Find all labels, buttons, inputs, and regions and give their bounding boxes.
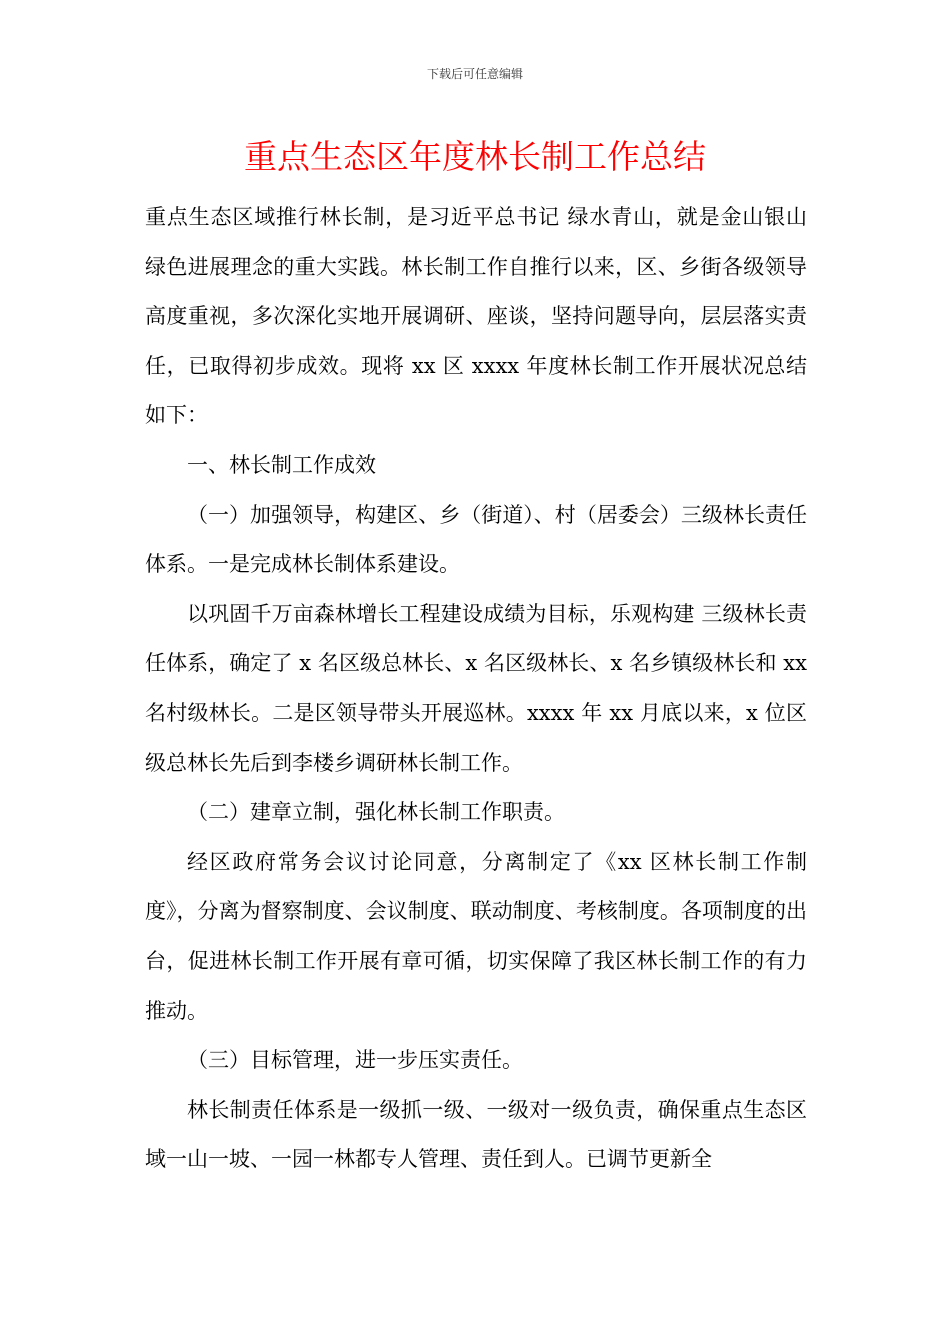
document-title: 重点生态区年度林长制工作总结	[244, 137, 706, 176]
subsection-heading-2: （二）建章立制，强化林长制工作职责。	[187, 800, 565, 825]
header-note: 下载后可任意编辑	[426, 67, 523, 81]
section-heading-1: 一、林长制工作成效	[187, 452, 376, 477]
paragraph-responsibility-system: 以巩固千万亩森林增长工程建设成绩为目标，乐观构建 三级林长责任体系，确定了 x 名区级总林长、x 名区级林长、x 名乡镇级林长和 xx 名村级林长。二是区领导带头开展巡林。xxxx 年 xx 月底以来，x 位区级总林长先后到李楼乡调研林长制工作。	[145, 601, 807, 775]
paragraph-regulations: 经区政府常务会议讨论同意，分离制定了《xx 区林长制工作制度》，分离为督察制度、会议制度、联动制度、考核制度。各项制度的出台，促进林长制工作开展有章可循，切实保障了我区林长制工作的有力推动。	[145, 849, 807, 1023]
subsection-heading-1: （一）加强领导，构建区、乡（街道）、村（居委会）三级林长责任体系。一是完成林长制体系建设。	[145, 502, 807, 577]
paragraph-target-management: 林长制责任体系是一级抓一级、一级对一级负责，确保重点生态区域一山一坡、一园一林都专人管理、责任到人。已调节更新全	[145, 1097, 807, 1172]
document-body	[145, 193, 807, 1185]
subsection-heading-3: （三）目标管理，进一步压实责任。	[187, 1048, 523, 1073]
paragraph-intro: 重点生态区域推行林长制，是习近平总书记 绿水青山，就是金山银山 绿色进展理念的重大实践。林长制工作自推行以来，区、乡街各级领导高度重视，多次深化实地开展调研、座谈，坚持问题导向，层层落实责任，已取得初步成效。现将 xx 区 xxxx 年度林长制工作开展状况总结如下：	[145, 205, 807, 428]
